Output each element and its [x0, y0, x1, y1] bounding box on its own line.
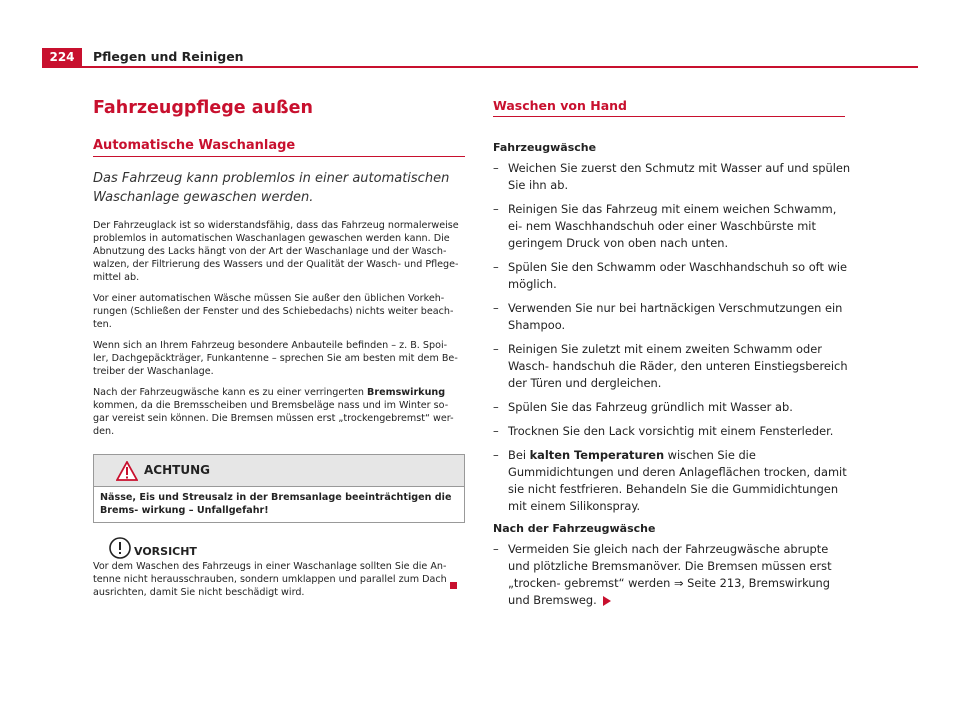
- right-column: [493, 98, 853, 616]
- paragraph-2: Vor einer automatischen Wäsche müssen Sie außer den üblichen Vorkeh- rungen (Schließen der Fenster und des Schiebedachs) nichts weiter beach- ten.: [93, 293, 454, 330]
- header-rule: [42, 66, 918, 68]
- car-wash-steps: [493, 160, 853, 515]
- list-item: – Reinigen Sie das Fahrzeug mit einem weichen Schwamm, ei- nem Waschhandschuh oder einer Waschbürste mit geringem Druck von oben nach unten.: [493, 202, 837, 250]
- main-heading: Fahrzeugpflege außen: [93, 98, 313, 118]
- running-header-title: Pflegen und Reinigen: [93, 49, 244, 64]
- section-heading-automatic-wash: Automatische Waschanlage: [93, 138, 465, 157]
- intro-text: Das Fahrzeug kann problemlos in einer automatischen Waschanlage gewaschen werden.: [93, 171, 450, 205]
- warning-header: [94, 455, 464, 487]
- after-wash-steps: [493, 541, 853, 609]
- list-item: – Vermeiden Sie gleich nach der Fahrzeugwäsche abrupte und plötzliche Bremsmanöver. Die Bremsen müssen erst „trocken- gebremst“ werden ⇒ Seite 213, Bremswirkung und Bremsweg.: [493, 542, 832, 607]
- paragraph-3: Wenn sich an Ihrem Fahrzeug besondere Anbauteile befinden – z. B. Spoi- ler, Dachgepäckträger, Funkantenne – sprechen Sie am besten mit dem Be- treiber der Waschanlage.: [93, 340, 458, 377]
- warning-triangle-icon: [116, 461, 138, 481]
- warning-text: Nässe, Eis und Streusalz in der Bremsanlage beeinträchtigen die Brems- wirkung – Unfallgefahr!: [100, 492, 452, 516]
- caution-note: [93, 537, 465, 599]
- list-item: – Trocknen Sie den Lack vorsichtig mit einem Fensterleder.: [493, 424, 834, 438]
- left-column: [93, 98, 465, 599]
- page-number: 224: [42, 48, 82, 67]
- list-item: – Spülen Sie das Fahrzeug gründlich mit Wasser ab.: [493, 400, 793, 414]
- paragraph-1: Der Fahrzeuglack ist so widerstandsfähig, dass das Fahrzeug normalerweise problemlos in automatischen Waschanlagen gewaschen werden kann. Die Abnutzung des Lacks hängt von der Art der Waschanlage und der Wasch- walzen, der Filtrierung des Wassers und der Qualität der Wasch- und Pflege- mittel ab.: [93, 220, 459, 283]
- list-item: – Bei kalten Temperaturen wischen Sie die Gummidichtungen und deren Anlageflächen trocken, damit sie nicht festfrieren. Behandeln Sie die Gummidichtungen mit einem Silikonspray.: [493, 448, 847, 513]
- caution-icon: [109, 537, 131, 559]
- section-end-marker: [450, 582, 457, 589]
- subheading-after-wash: Nach der Fahrzeugwäsche: [493, 522, 656, 535]
- warning-title: ACHTUNG: [144, 463, 210, 477]
- warning-box: [93, 454, 465, 523]
- list-item: – Weichen Sie zuerst den Schmutz mit Wasser auf und spülen Sie ihn ab.: [493, 161, 851, 192]
- continue-arrow-icon: [603, 596, 611, 606]
- list-item: – Reinigen Sie zuletzt mit einem zweiten Schwamm oder Wasch- handschuh die Räder, den unteren Einstiegsbereich der Türen und dergleichen.: [493, 342, 848, 390]
- section-heading-hand-wash: Waschen von Hand: [493, 98, 845, 117]
- list-item: – Verwenden Sie nur bei hartnäckigen Verschmutzungen ein Shampoo.: [493, 301, 843, 332]
- caution-text: Vor dem Waschen des Fahrzeugs in einer Waschanlage sollten Sie die An- tenne nicht herausschrauben, sondern umklappen und parallel zum Dach ausrichten, damit Sie nicht beschädigt wird.: [93, 561, 447, 598]
- paragraph-4: Nach der Fahrzeugwäsche kann es zu einer verringerten Bremswirkung kommen, da die Bremsscheiben und Bremsbeläge nass und im Winter so- gar vereist sein können. Die Bremsen müssen erst „trockengebremst“ wer- den.: [93, 387, 454, 437]
- subheading-car-wash: Fahrzeugwäsche: [493, 141, 597, 154]
- caution-title: VORSICHT: [134, 545, 197, 558]
- list-item: – Spülen Sie den Schwamm oder Waschhandschuh so oft wie möglich.: [493, 260, 848, 291]
